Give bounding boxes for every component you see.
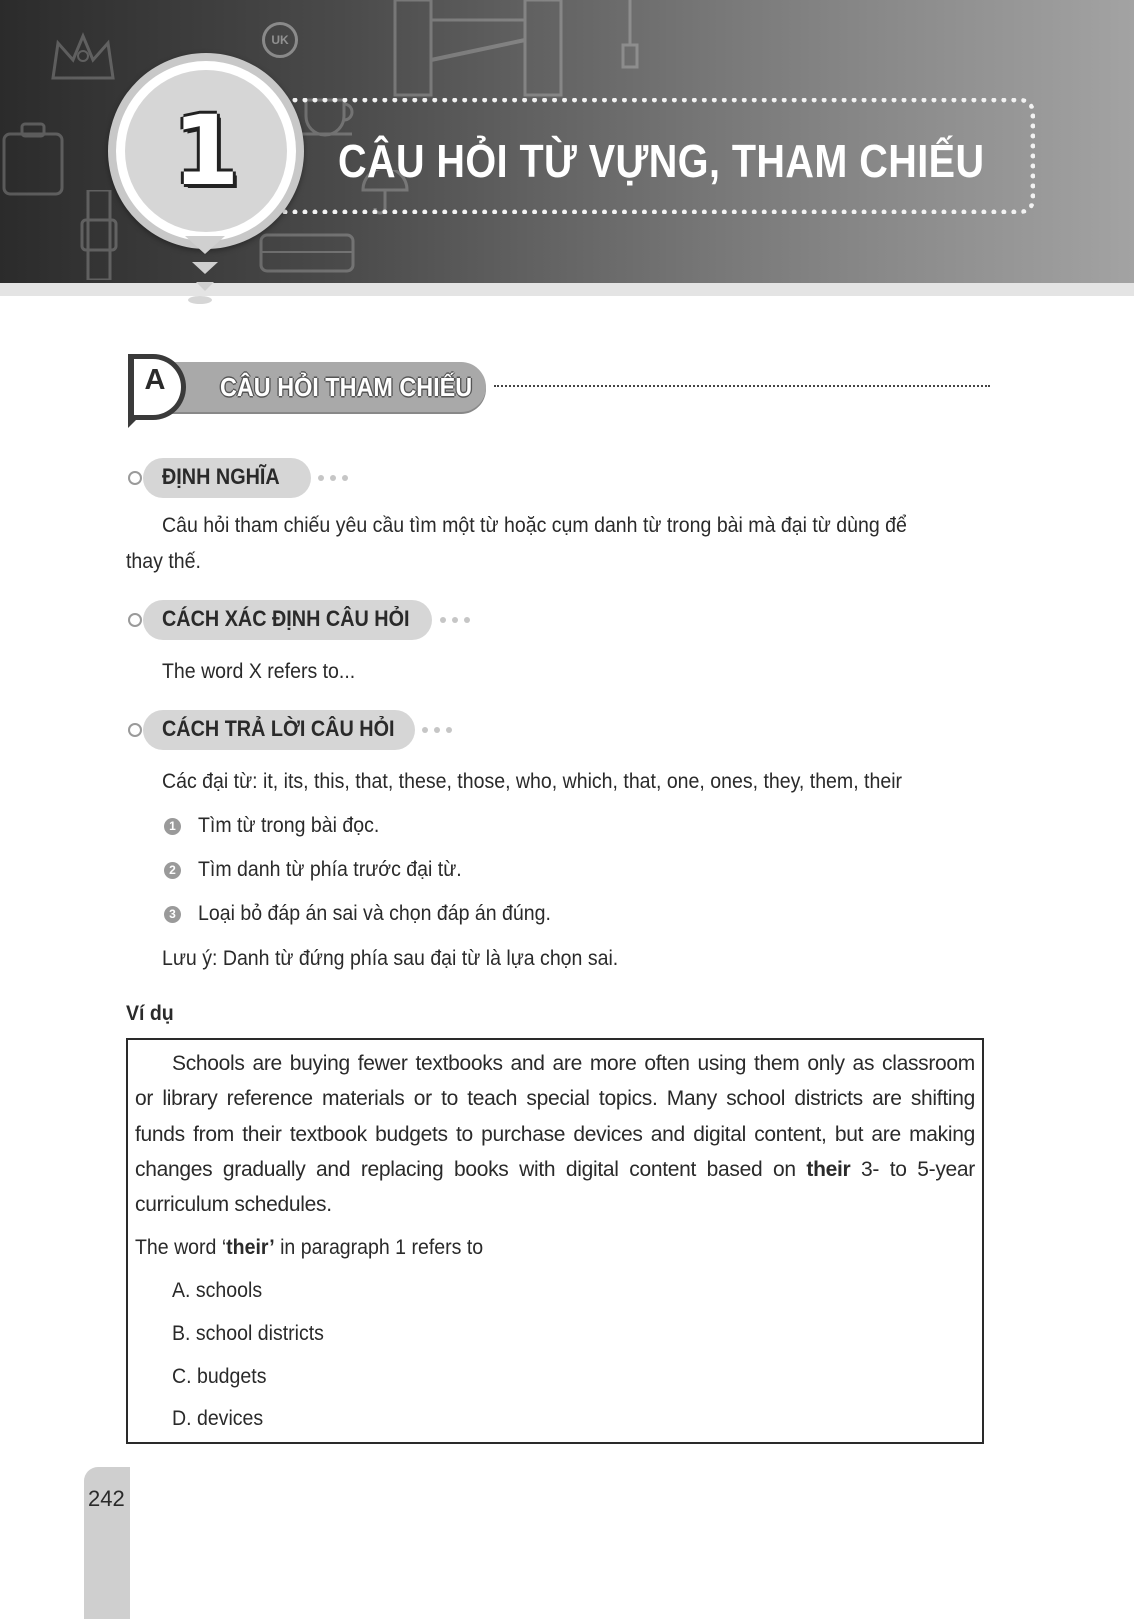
step-text: Tìm danh từ phía trước đại từ.: [198, 858, 462, 881]
subheading-label: ĐỊNH NGHĨA: [162, 464, 280, 489]
definition-text-line2: thay thế.: [126, 550, 201, 573]
subheading-definition: [128, 458, 368, 498]
banner-underline: [0, 283, 1134, 296]
subheading-label: CÁCH XÁC ĐỊNH CÂU HỎI: [162, 606, 410, 631]
ellipsis-dots-icon: [440, 617, 476, 623]
page-number: 242: [88, 1486, 125, 1511]
step-number-3: 3: [164, 906, 181, 923]
bus-icon: [258, 232, 358, 277]
ellipsis-dots-icon: [318, 475, 354, 481]
example-label: Ví dụ: [126, 1002, 174, 1025]
answer-option-d: D. devices: [172, 1407, 264, 1430]
bullet-icon: [128, 723, 142, 737]
big-ben-icon: [615, 0, 645, 70]
bullet-icon: [128, 471, 142, 485]
definition-text-line1: Câu hỏi tham chiếu yêu cầu tìm một từ hoặc cụm danh từ trong bài mà đại từ dùng để: [162, 514, 907, 537]
uk-stamp-icon: UK: [262, 22, 298, 58]
passage-line: Schools are buying fewer textbooks and are more often using them only as classroom: [172, 1052, 975, 1075]
suitcase-icon: [0, 120, 70, 200]
answer-option-b: B. school districts: [172, 1322, 324, 1345]
passage-line: curriculum schedules.: [135, 1193, 332, 1216]
step-number-1: 1: [164, 818, 181, 835]
identify-text: The word X refers to...: [162, 660, 356, 683]
passage-line: funds from their textbook budgets to purchase devices and digital content, but are making: [135, 1123, 975, 1146]
subheading-answer: [128, 710, 468, 750]
bullet-icon: [128, 613, 142, 627]
answer-option-c: C. budgets: [172, 1365, 267, 1388]
crown-icon: [48, 28, 118, 88]
chapter-title: CÂU HỎI TỪ VỰNG, THAM CHIẾU: [338, 135, 985, 187]
section-divider: [494, 385, 990, 387]
pronoun-list: Các đại từ: it, its, this, that, these, those, who, which, that, one, ones, they, them, their: [162, 770, 903, 793]
section-title: CÂU HỎI THAM CHIẾU: [220, 372, 473, 402]
note-text: Lưu ý: Danh từ đứng phía sau đại từ là lựa chọn sai.: [162, 947, 619, 970]
subheading-identify: [128, 600, 488, 640]
answer-option-a: A. schools: [172, 1279, 263, 1302]
ellipsis-dots-icon: [422, 727, 458, 733]
step-text: Loại bỏ đáp án sai và chọn đáp án đúng.: [198, 902, 551, 925]
example-question: The word ‘their’ in paragraph 1 refers to: [135, 1236, 484, 1259]
passage-line: changes gradually and replacing books with digital content based on their 3- to 5-year: [135, 1158, 975, 1181]
subheading-label: CÁCH TRẢ LỜI CÂU HỎI: [162, 716, 395, 741]
pin-tip-icon: [185, 236, 225, 254]
highlighted-word: their’: [226, 1236, 275, 1259]
section-letter: A: [144, 364, 166, 396]
step-text: Tìm từ trong bài đọc.: [198, 814, 380, 837]
tower-bridge-icon: [375, 0, 605, 100]
passage-line: or library reference materials or to teach special topics. Many school districts are shifting: [135, 1087, 975, 1110]
step-number-2: 2: [164, 862, 181, 879]
highlighted-word: their: [806, 1158, 851, 1181]
chapter-number: 1: [172, 95, 240, 207]
